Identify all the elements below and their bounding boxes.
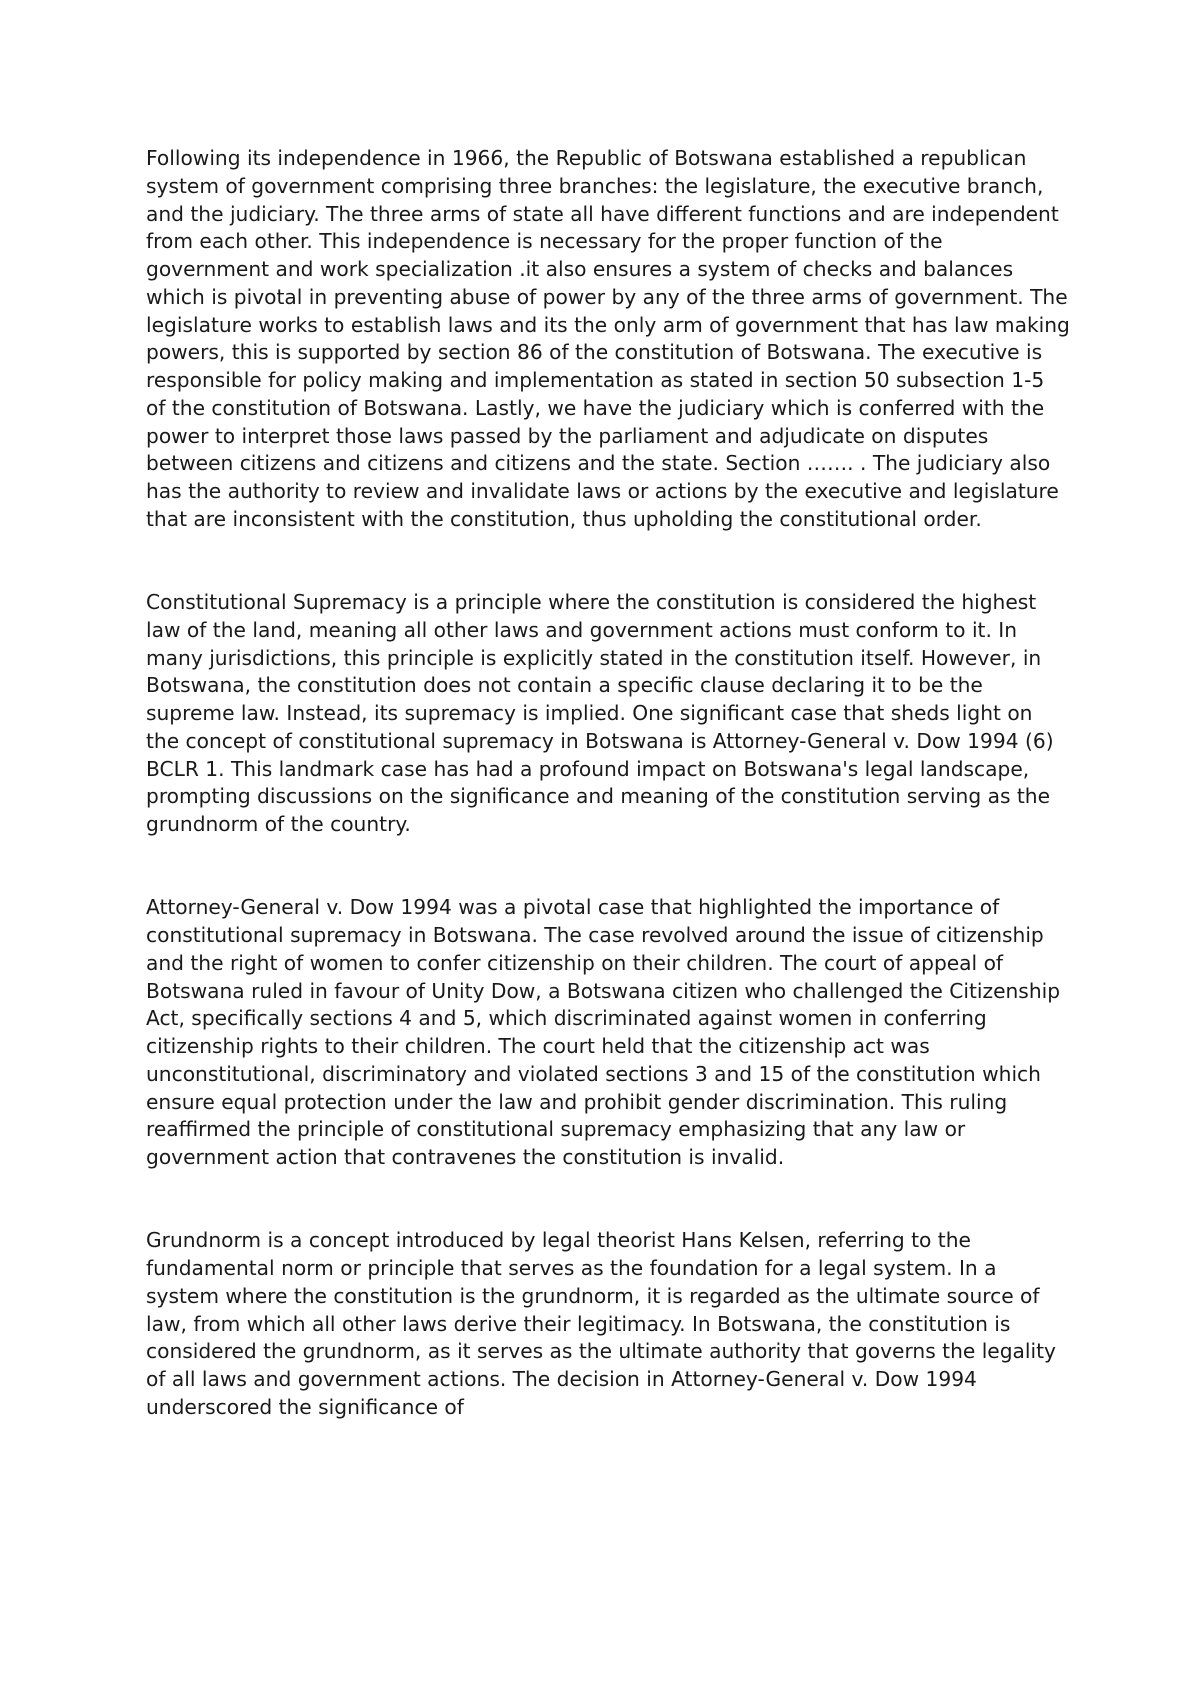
paragraph-branches-of-government: Following its independence in 1966, the Republic of Botswana established a republican system of government comprising three branches: the legislature, the executive branch, and the judiciary. The three arms of state all have different functions and are independent from each other. This independence is necessary for the proper function of the government and work specialization .it also ensures a system of checks and balances which is pivotal in preventing abuse of power by any of the three arms of government. The legislature works to establish laws and its the only arm of government that has law making powers, this is supported by section 86 of the constitution of Botswana. The executive is responsible for policy making and implementation as stated in section 50 subsection 1-5 of the constitution of Botswana. Lastly, we have the judiciary which is conferred with the power to interpret those laws passed by the parliament and adjudicate on disputes between citizens and citizens and citizens and the state. Section ……. . The judiciary also has the authority to review and invalidate laws or actions by the executive and legislature that are inconsistent with the constitution, thus upholding the constitutional order. [146, 146, 1070, 531]
document-body [146, 145, 1070, 1422]
paragraph-grundnorm: Grundnorm is a concept introduced by legal theorist Hans Kelsen, referring to the fundamental norm or principle that serves as the foundation for a legal system. In a system where the constitution is the grundnorm, it is regarded as the ultimate source of law, from which all other laws derive their legitimacy. In Botswana, the constitution is considered the grundnorm, as it serves as the ultimate authority that governs the legality of all laws and government actions. The decision in Attorney-General v. Dow 1994 underscored the significance of [146, 1228, 1056, 1419]
paragraph-constitutional-supremacy: Constitutional Supremacy is a principle where the constitution is considered the highest law of the land, meaning all other laws and government actions must conform to it. In many jurisdictions, this principle is explicitly stated in the constitution itself. However, in Botswana, the constitution does not contain a specific clause declaring it to be the supreme law. Instead, its supremacy is implied. One significant case that sheds light on the concept of constitutional supremacy in Botswana is Attorney-General v. Dow 1994 (6) BCLR 1. This landmark case has had a profound impact on Botswana's legal landscape, prompting discussions on the significance and meaning of the constitution serving as the grundnorm of the country. [146, 590, 1054, 836]
paragraph-attorney-general-v-dow: Attorney-General v. Dow 1994 was a pivotal case that highlighted the importance of constitutional supremacy in Botswana. The case revolved around the issue of citizenship and the right of women to confer citizenship on their children. The court of appeal of Botswana ruled in favour of Unity Dow, a Botswana citizen who challenged the Citizenship Act, specifically sections 4 and 5, which discriminated against women in conferring citizenship rights to their children. The court held that the citizenship act was unconstitutional, discriminatory and violated sections 3 and 15 of the constitution which ensure equal protection under the law and prohibit gender discrimination. This ruling reaffirmed the principle of constitutional supremacy emphasizing that any law or government action that contravenes the constitution is invalid. [146, 895, 1061, 1169]
